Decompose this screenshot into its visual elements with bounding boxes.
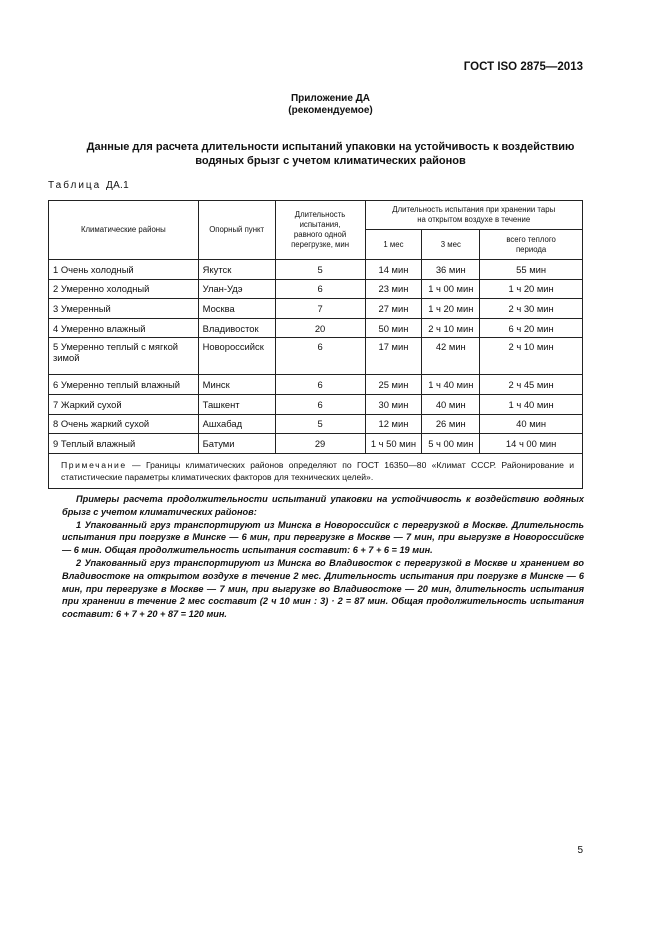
cell-region: 2 Умеренно холодный <box>49 279 199 299</box>
table-row <box>49 338 583 375</box>
header-storage-line: Длительность испытания при хранении тары <box>392 205 556 214</box>
header-warm-line: периода <box>515 244 547 254</box>
cell-point: Новороссийск <box>198 338 275 375</box>
cell-point: Москва <box>198 299 275 319</box>
table-row <box>49 434 583 454</box>
cell-3-months: 2 ч 10 мин <box>422 318 480 338</box>
note-text: — Границы климатических районов определяют по ГОСТ 16350—80 «Климат СССР. Районирование и статистические параметры климатических факторов для технических целей». <box>61 459 574 482</box>
table-caption <box>48 180 129 191</box>
table-row <box>49 318 583 338</box>
cell-3-months: 1 ч 40 мин <box>422 375 480 395</box>
header-3-months: 3 мес <box>422 230 480 260</box>
cell-point: Ашхабад <box>198 414 275 434</box>
cell-duration: 5 <box>275 260 365 280</box>
cell-point: Батуми <box>198 434 275 454</box>
cell-warm-period: 14 ч 00 мин <box>480 434 583 454</box>
cell-1-month: 12 мин <box>365 414 422 434</box>
appendix-status: (рекомендуемое) <box>288 105 373 116</box>
cell-1-month: 50 мин <box>365 318 422 338</box>
examples-section <box>62 493 584 621</box>
table-row <box>49 394 583 414</box>
header-duration-line: равного одной <box>293 230 347 239</box>
cell-3-months: 1 ч 00 мин <box>422 279 480 299</box>
table-caption-number: ДА.1 <box>106 180 129 191</box>
cell-region: 1 Очень холодный <box>49 260 199 280</box>
standard-designation: ГОСТ ISO 2875—2013 <box>463 61 583 73</box>
table-row <box>49 414 583 434</box>
cell-warm-period: 2 ч 45 мин <box>480 375 583 395</box>
cell-3-months: 40 мин <box>422 394 480 414</box>
cell-warm-period: 1 ч 40 мин <box>480 394 583 414</box>
cell-warm-period: 40 мин <box>480 414 583 434</box>
header-duration-line: испытания, <box>299 220 341 229</box>
cell-duration: 6 <box>275 279 365 299</box>
header-point: Опорный пункт <box>198 201 275 260</box>
cell-1-month: 27 мин <box>365 299 422 319</box>
cell-point: Владивосток <box>198 318 275 338</box>
table-row <box>49 279 583 299</box>
appendix-title: Приложение ДА <box>290 93 371 104</box>
table-caption-word: Таблица <box>48 180 102 191</box>
cell-warm-period: 6 ч 20 мин <box>480 318 583 338</box>
cell-point: Улан-Удэ <box>198 279 275 299</box>
cell-3-months: 1 ч 20 мин <box>422 299 480 319</box>
cell-region: 3 Умеренный <box>49 299 199 319</box>
header-warm-period <box>480 230 583 260</box>
table-row <box>49 260 583 280</box>
cell-duration: 29 <box>275 434 365 454</box>
cell-duration: 7 <box>275 299 365 319</box>
header-storage-line: на открытом воздухе в течение <box>417 215 531 224</box>
document-title-line-2: водяных брызг с учетом климатических районов <box>195 155 466 167</box>
note-label: Примечание <box>61 459 127 470</box>
cell-duration: 6 <box>275 338 365 375</box>
table-note <box>49 453 583 488</box>
cell-1-month: 14 мин <box>365 260 422 280</box>
cell-warm-period: 2 ч 10 мин <box>480 338 583 375</box>
cell-1-month: 17 мин <box>365 338 422 375</box>
climate-table <box>48 200 583 489</box>
cell-1-month: 30 мин <box>365 394 422 414</box>
table-row <box>49 299 583 319</box>
example-2: 2 Упакованный груз транспортируют из Минска во Владивосток с перегрузкой в Москве и хранением во Владивостоке на открытом воздухе в течение 2 мес. Длительность испытания при погрузке в Минске — 6 мин, при перегрузке в Москве — 7 мин, при выгрузке во Владивостоке — 20 мин, длительность испытания при хранении в течение 2 мес составит (2 ч 10 мин : 3) · 2 = 87 мин. Общая продолжительность испытания составит: 6 + 7 + 20 + 87 = 120 мин. <box>62 557 584 620</box>
cell-region: 7 Жаркий сухой <box>49 394 199 414</box>
cell-duration: 5 <box>275 414 365 434</box>
cell-point: Минск <box>198 375 275 395</box>
header-duration-line: перегрузке, мин <box>291 240 350 249</box>
header-duration <box>275 201 365 260</box>
cell-region: 4 Умеренно влажный <box>49 318 199 338</box>
cell-3-months: 5 ч 00 мин <box>422 434 480 454</box>
cell-warm-period: 1 ч 20 мин <box>480 279 583 299</box>
cell-region: 8 Очень жаркий сухой <box>49 414 199 434</box>
document-title <box>48 140 613 168</box>
cell-1-month: 23 мин <box>365 279 422 299</box>
cell-duration: 20 <box>275 318 365 338</box>
examples-intro: Примеры расчета продолжительности испытаний упаковки на устойчивость к воздействию водяных брызг с учетом климатических районов: <box>62 494 584 517</box>
cell-point: Ташкент <box>198 394 275 414</box>
cell-point: Якутск <box>198 260 275 280</box>
cell-3-months: 36 мин <box>422 260 480 280</box>
example-1: 1 Упакованный груз транспортируют из Минска в Новороссийск с перегрузкой в Москве. Длительность испытания при погрузке в Минске — 6 мин, при перегрузке в Москве — 7 мин, при выгрузке в Новороссийске — 6 мин. Общая продолжительность испытания составит: 6 + 7 + 6 = 19 мин. <box>62 519 584 556</box>
cell-warm-period: 55 мин <box>480 260 583 280</box>
header-1-month: 1 мес <box>365 230 422 260</box>
table-note-row <box>49 453 583 488</box>
header-region: Климатические районы <box>49 201 199 260</box>
cell-duration: 6 <box>275 375 365 395</box>
cell-region: 6 Умеренно теплый влажный <box>49 375 199 395</box>
header-storage <box>365 201 583 230</box>
cell-duration: 6 <box>275 394 365 414</box>
cell-3-months: 26 мин <box>422 414 480 434</box>
page-number: 5 <box>577 845 583 856</box>
appendix-heading <box>0 93 661 117</box>
cell-3-months: 42 мин <box>422 338 480 375</box>
header-warm-line: всего теплого <box>506 234 556 244</box>
cell-1-month: 1 ч 50 мин <box>365 434 422 454</box>
document-title-line-1: Данные для расчета длительности испытаний упаковки на устойчивость к воздействию <box>86 141 575 153</box>
cell-region: 9 Теплый влажный <box>49 434 199 454</box>
cell-warm-period: 2 ч 30 мин <box>480 299 583 319</box>
table-row <box>49 375 583 395</box>
cell-1-month: 25 мин <box>365 375 422 395</box>
cell-region: 5 Умеренно теплый с мягкой зимой <box>49 338 199 375</box>
header-duration-line: Длительность <box>294 210 346 219</box>
